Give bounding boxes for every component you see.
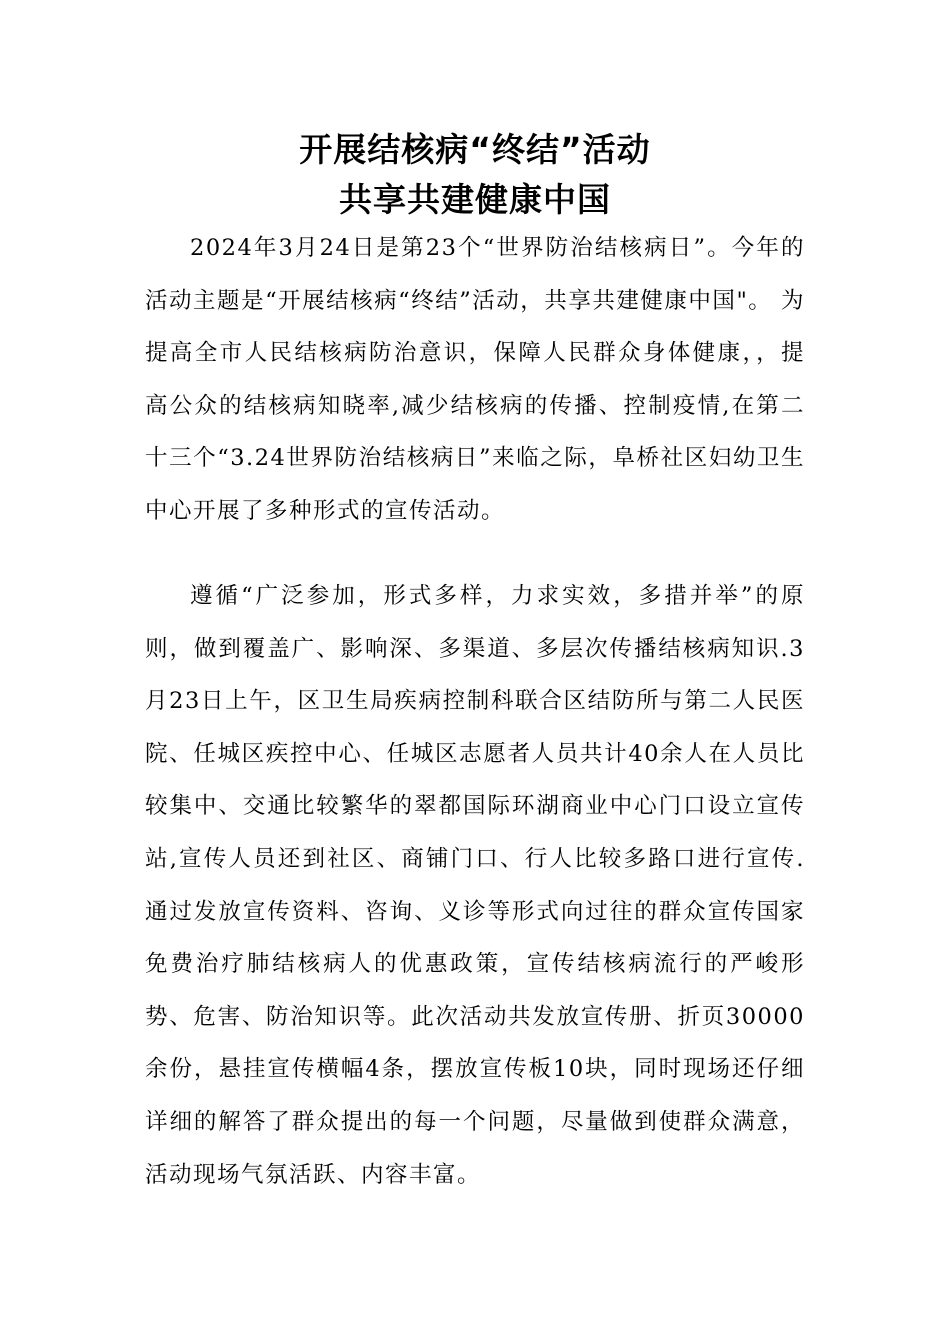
document-title-line-1: 开展结核病“终结”活动: [299, 130, 651, 169]
paragraph-2: 遵循“广泛参加，形式多样，力求实效，多措并举”的原则，做到覆盖广、影响深、多渠道、多层次传播结核病知识.3月23日上午，区卫生局疾病控制科联合区结防所与第二人民医院、任城区疾控中心、任城区志愿者人员共计40余人在人员比较集中、交通比较繁华的翠都国际环湖商业中心门口设立宣传站,宣传人员还到社区、商铺门口、行人比较多路口进行宣传.通过发放宣传资料、咨询、义诊等形式向过往的群众宣传国家免费治疗肺结核病人的优惠政策，宣传结核病流行的严峻形势、危害、防治知识等。此次活动共发放宣传册、折页30000余份，悬挂宣传横幅4条，摆放宣传板10块，同时现场还仔细详细的解答了群众提出的每一个问题，尽量做到使群众满意，活动现场气氛活跃、内容丰富。: [145, 583, 805, 1188]
document-title-line-2: 共享共建健康中国: [339, 180, 611, 219]
paragraph-1: 2024年3月24日是第23个“世界防治结核病日”。今年的活动主题是“开展结核病“终结”活动，共享共建健康中国"。 为提高全市人民结核病防治意识，保障人民群众身体健康，，提高公众的结核病知晓率,减少结核病的传播、控制疫情,在第二十三个“3.24世界防治结核病日”来临之际，阜桥社区妇幼卫生中心开展了多种形式的宣传活动。: [145, 235, 805, 524]
